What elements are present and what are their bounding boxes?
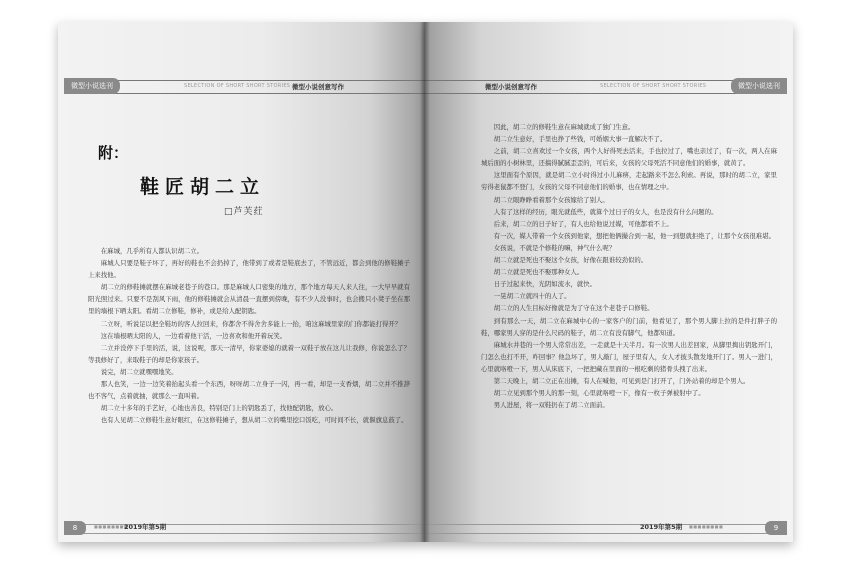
paragraph: 麻城水井巷的一个男人常常出差，一走就是十天半月。有一次男人出差回家，从脚里掏出钥匙开门，门怎么也打不开，咋回事？他急坏了，男人敲门，屋子里有人，女人才披头散发地开门了。男人一进门，心里就咯噔一下，男人从床底下，一把把藏在里面的一根吃剩的猪骨头拽了出来。 xyxy=(481,340,777,373)
appendix-label: 附： xyxy=(98,144,129,162)
right-column-title: 微型小说创意写作 xyxy=(485,83,537,91)
left-page xyxy=(58,22,425,542)
left-english-subtitle: SELECTION OF SHORT SHORT STORIES xyxy=(184,83,291,89)
left-magazine-tab: 微型小说选刊 xyxy=(64,78,120,94)
paragraph: 人有了这样的经历，眼光就低些，就算个过日子的女人，也是没有什么问题的。 xyxy=(493,207,718,216)
paragraph: 二立呀，听说足以把全鞋坊的客人拉回来，你都舍不得舍舍多能上一抬，咱这麻城里家的门你都能打得开？ xyxy=(100,319,402,328)
paragraph: 在麻城，几乎所有人都认识胡二立。 xyxy=(100,247,204,255)
page-number-left: 8 xyxy=(64,521,86,535)
right-body-text xyxy=(481,121,777,411)
paragraph: 这在墙根晒太阳的人，一边看着他干活，一边喜欢和他开着玩笑。 xyxy=(100,331,287,340)
right-header-bar xyxy=(425,80,787,94)
book-gutter xyxy=(420,22,430,542)
paragraph: 日子过起来快，光阴如流水，就快。 xyxy=(493,280,597,289)
paragraph: 那人也笑，一边一边笑着抬起头看一个东西，呀呀胡二立身子一闪，再一看，却是一支香烟，胡二立并不推辞也不客气，点着就抽，就那么一直叫着。 xyxy=(88,380,410,401)
right-footer-dots: ■■■■■■■■ xyxy=(689,524,724,529)
paragraph: 第二天晚上，胡二立正在出摊，有人在喊他，可见到是门打开了，门外站着的却是个男人。 xyxy=(493,376,750,385)
paragraph: 说完，胡二立就嘿嘿地笑。 xyxy=(100,367,178,376)
paragraph: 胡二立见到那个男人的那一刻，心里就咯噔一下，像有一枚子弹被射中了。 xyxy=(493,389,705,398)
left-body-text xyxy=(88,245,410,426)
paragraph: 胡二立十多年的手艺好，心地也善良，特别是门上的钥匙丢了，找他配钥匙，放心。 xyxy=(100,404,338,413)
paragraph: 胡二立就是死也不娶那种女人。 xyxy=(493,268,584,277)
left-footer-bar xyxy=(64,524,425,534)
paragraph: 胡二立生意好，手里也挣了些钱，可婚姻大事一直解决不了。 xyxy=(493,135,667,144)
page-number-right: 9 xyxy=(765,521,787,535)
paragraph: 之前，胡二立喜欢过一个女孩，两个人好得死去活来，手也拉过了，嘴也亲过了，有一次，两人在麻城后面的小树林里，还搞得腻腻歪歪的，可后来，女孩的父母死活不同意他们的婚事，就黄了。 xyxy=(481,147,777,168)
left-column-title: 微型小说创意写作 xyxy=(292,83,344,91)
paragraph: 二立并没停下手里的活，说，这说呢，那天一清早，你家婆媳的就着一双鞋子放在这儿让我修，你说怎么了？等我修好了，来取鞋子的却是你家孩子。 xyxy=(88,343,410,364)
paragraph: 胡二立的人生目标好像就是为了守在这个老巷子口修鞋。 xyxy=(493,304,654,313)
right-english-subtitle: SELECTION OF SHORT SHORT STORIES xyxy=(600,83,707,89)
right-page xyxy=(425,22,793,542)
left-footer-dots: ■■■■■■■■ xyxy=(94,524,129,529)
paragraph: 胡二立眼睁睁看着那个女孩嫁给了别人。 xyxy=(493,195,609,204)
left-header-bar xyxy=(64,80,425,94)
paragraph: 一晃胡二立就四十的人了。 xyxy=(493,292,571,301)
paragraph: 胡二立的修鞋摊就摆在麻城老巷子的巷口。那是麻城人口密集的地方，那个地方每天人来人往，一大早早就有阳光照过来。只要不是刮风下雨，他的修鞋摊就会从清晨一直摆到傍晚，有不少人没事时，也会搬只小凳子坐在那里的墙根下晒太阳。看胡二立修鞋，修补，或是给人配钥匙。 xyxy=(88,283,410,316)
right-footer-bar xyxy=(425,524,787,534)
story-title: 鞋匠胡二立 xyxy=(140,176,266,198)
paragraph: 麻城人只要是鞋子坏了，再好的鞋也不会扔掉了，他带到了或者是鞋底去了，不管远近，都会到他的修鞋摊子上来找他。 xyxy=(88,259,410,280)
paragraph: 女孩说，不就是个修鞋的嘛，神气什么呢？ xyxy=(493,243,616,252)
left-issue-label: 2019年第5期 xyxy=(124,523,167,531)
paragraph: 男人进屋，将一双鞋扔在了胡二立面前。 xyxy=(493,401,609,410)
right-magazine-tab: 微型小说选刊 xyxy=(731,78,787,94)
paragraph: 到有那么一天，胡二立在麻城中心的一家客户的门前，他看见了，那个男人脚上拉的是件打胖子的鞋，哪家男人穿的是什么尺码的鞋子，胡二立有没有脚气，他都知道。 xyxy=(481,316,777,337)
author-name: □芦芙荭 xyxy=(224,207,264,217)
paragraph: 这里面有个原因，就是胡二立小时得过小儿麻痹，走起路来不怎么利索。再说，那时的胡二立，家里穷得老鼠都不登门，女孩的父母不同意他们的婚事，也在情理之中。 xyxy=(481,171,777,192)
paragraph: 后来，胡二立的日子好了，有人也给他说过媒，可他都看不上。 xyxy=(493,219,673,228)
paragraph: 有一次，媒人带着一个女孩到他家，想把他俩撮合到一起，他一到想就拒绝了，让那个女孩很难堪。 xyxy=(493,231,775,240)
right-issue-label: 2019年第5期 xyxy=(640,523,683,531)
paragraph: 胡二立就是死也不娶这个女孩，好像在跟谁较劲似的。 xyxy=(493,256,648,265)
paragraph: 因此，胡二立的修鞋生意在麻城就成了独门生意。 xyxy=(493,123,635,131)
paragraph: 也有人见胡二立修鞋生意好眼红，在这修鞋摊子，想从胡二立的嘴里挖口饭吃，可时间不长，就偃旗息鼓了。 xyxy=(100,416,408,425)
